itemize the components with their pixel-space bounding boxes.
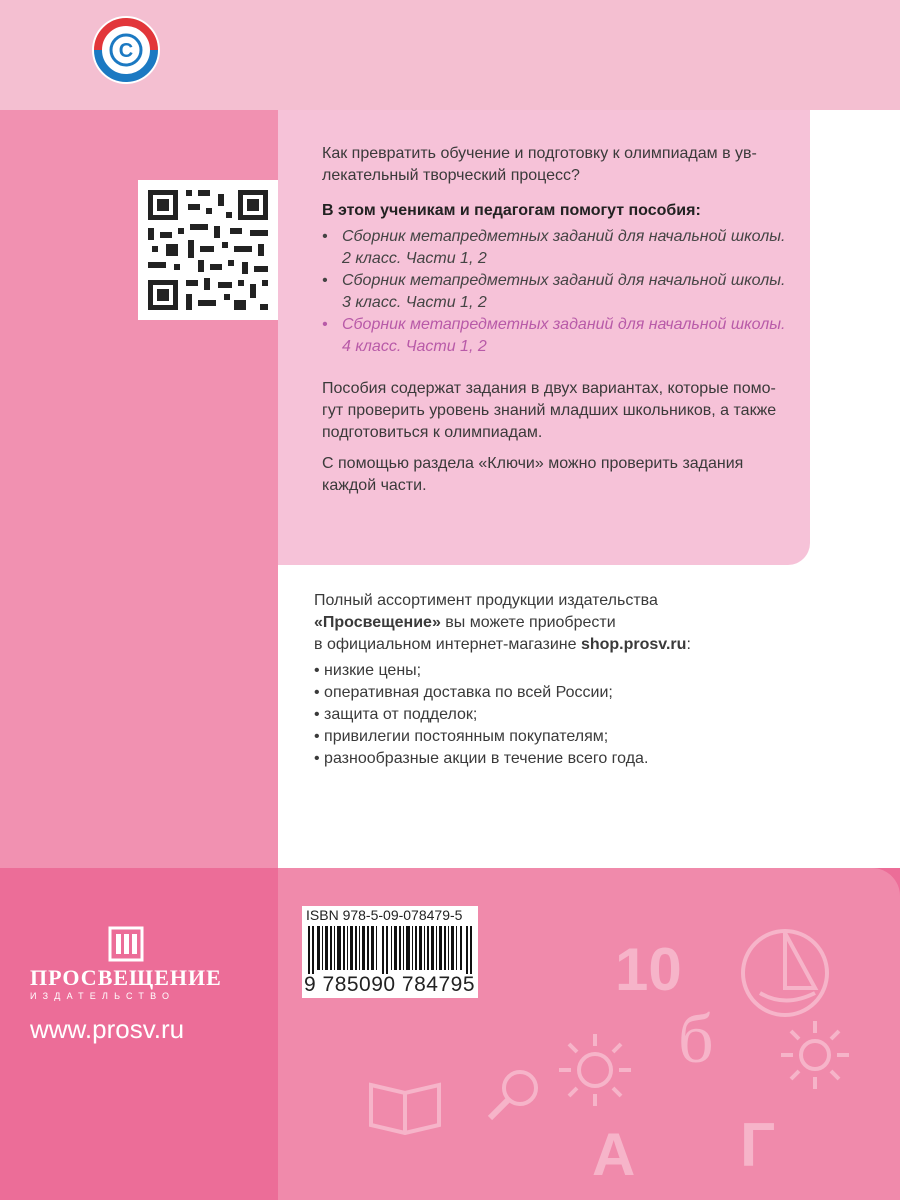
isbn-label: ISBN 978-5-09-078479-5 <box>306 907 463 923</box>
decor-letter: Г <box>740 1111 776 1180</box>
decor-number: 10 <box>615 936 682 1003</box>
book-item: • Сборник метапредметных заданий для начальной школы. 4 класс. Части 1, 2 <box>322 316 786 355</box>
magnifier-icon <box>480 1060 550 1130</box>
barcode-bars-icon <box>306 926 474 974</box>
book-icon <box>365 1075 445 1135</box>
list-item: • оперативная доставка по всей России; <box>314 684 613 701</box>
publisher-url: www.prosv.ru <box>30 1014 185 1044</box>
sailboat-icon <box>730 918 840 1018</box>
decor-letter: А <box>592 1121 636 1188</box>
svg-text:С: С <box>118 40 134 62</box>
shop-brand: «Просвещение» <box>314 614 441 631</box>
sun-icon <box>775 1015 855 1095</box>
books-heading: В этом ученикам и педагогам помогут пособия: <box>322 202 701 219</box>
barcode-number: 9 785090 784795 <box>304 973 475 996</box>
description-paragraph: Пособия содержат задания в двух вариантах, которые помо- гут проверить уровень знаний младших школьников, а также подготовиться к олимпиадам. <box>322 380 777 441</box>
publisher-name: ПРОСВЕЩЕНИЕ <box>30 965 222 990</box>
sun-icon <box>555 1030 635 1110</box>
publisher-logo-icon <box>88 12 164 88</box>
list-item: • защита от подделок; <box>314 706 478 723</box>
list-item: • низкие цены; <box>314 662 422 679</box>
book-list <box>322 226 802 358</box>
publisher-subtitle: ИЗДАТЕЛЬСТВО <box>30 991 176 1001</box>
shop-url: shop.prosv.ru <box>580 636 687 653</box>
publisher-emblem-icon <box>107 925 145 963</box>
list-item: • разнообразные акции в течение всего года. <box>314 750 649 767</box>
shop-info: Полный ассортимент продукции издательства «Просвещение» вы можете приобрести в официальном интернет-магазине shop.prosv.ru: <box>314 592 691 653</box>
intro-text: Как превратить обучение и подготовку к олимпиадам в ув- лекательный творческий процесс? <box>322 145 757 184</box>
qr-code-icon <box>138 180 278 320</box>
book-item: • Сборник метапредметных заданий для начальной школы. 2 класс. Части 1, 2 <box>322 228 786 267</box>
decor-letter: б <box>678 1001 714 1078</box>
list-item: • привилегии постоянным покупателям; <box>314 728 609 745</box>
benefits-list <box>314 660 814 770</box>
keys-paragraph: С помощью раздела «Ключи» можно проверить задания каждой части. <box>322 455 744 494</box>
book-item: • Сборник метапредметных заданий для начальной школы. 3 класс. Части 1, 2 <box>322 272 786 311</box>
